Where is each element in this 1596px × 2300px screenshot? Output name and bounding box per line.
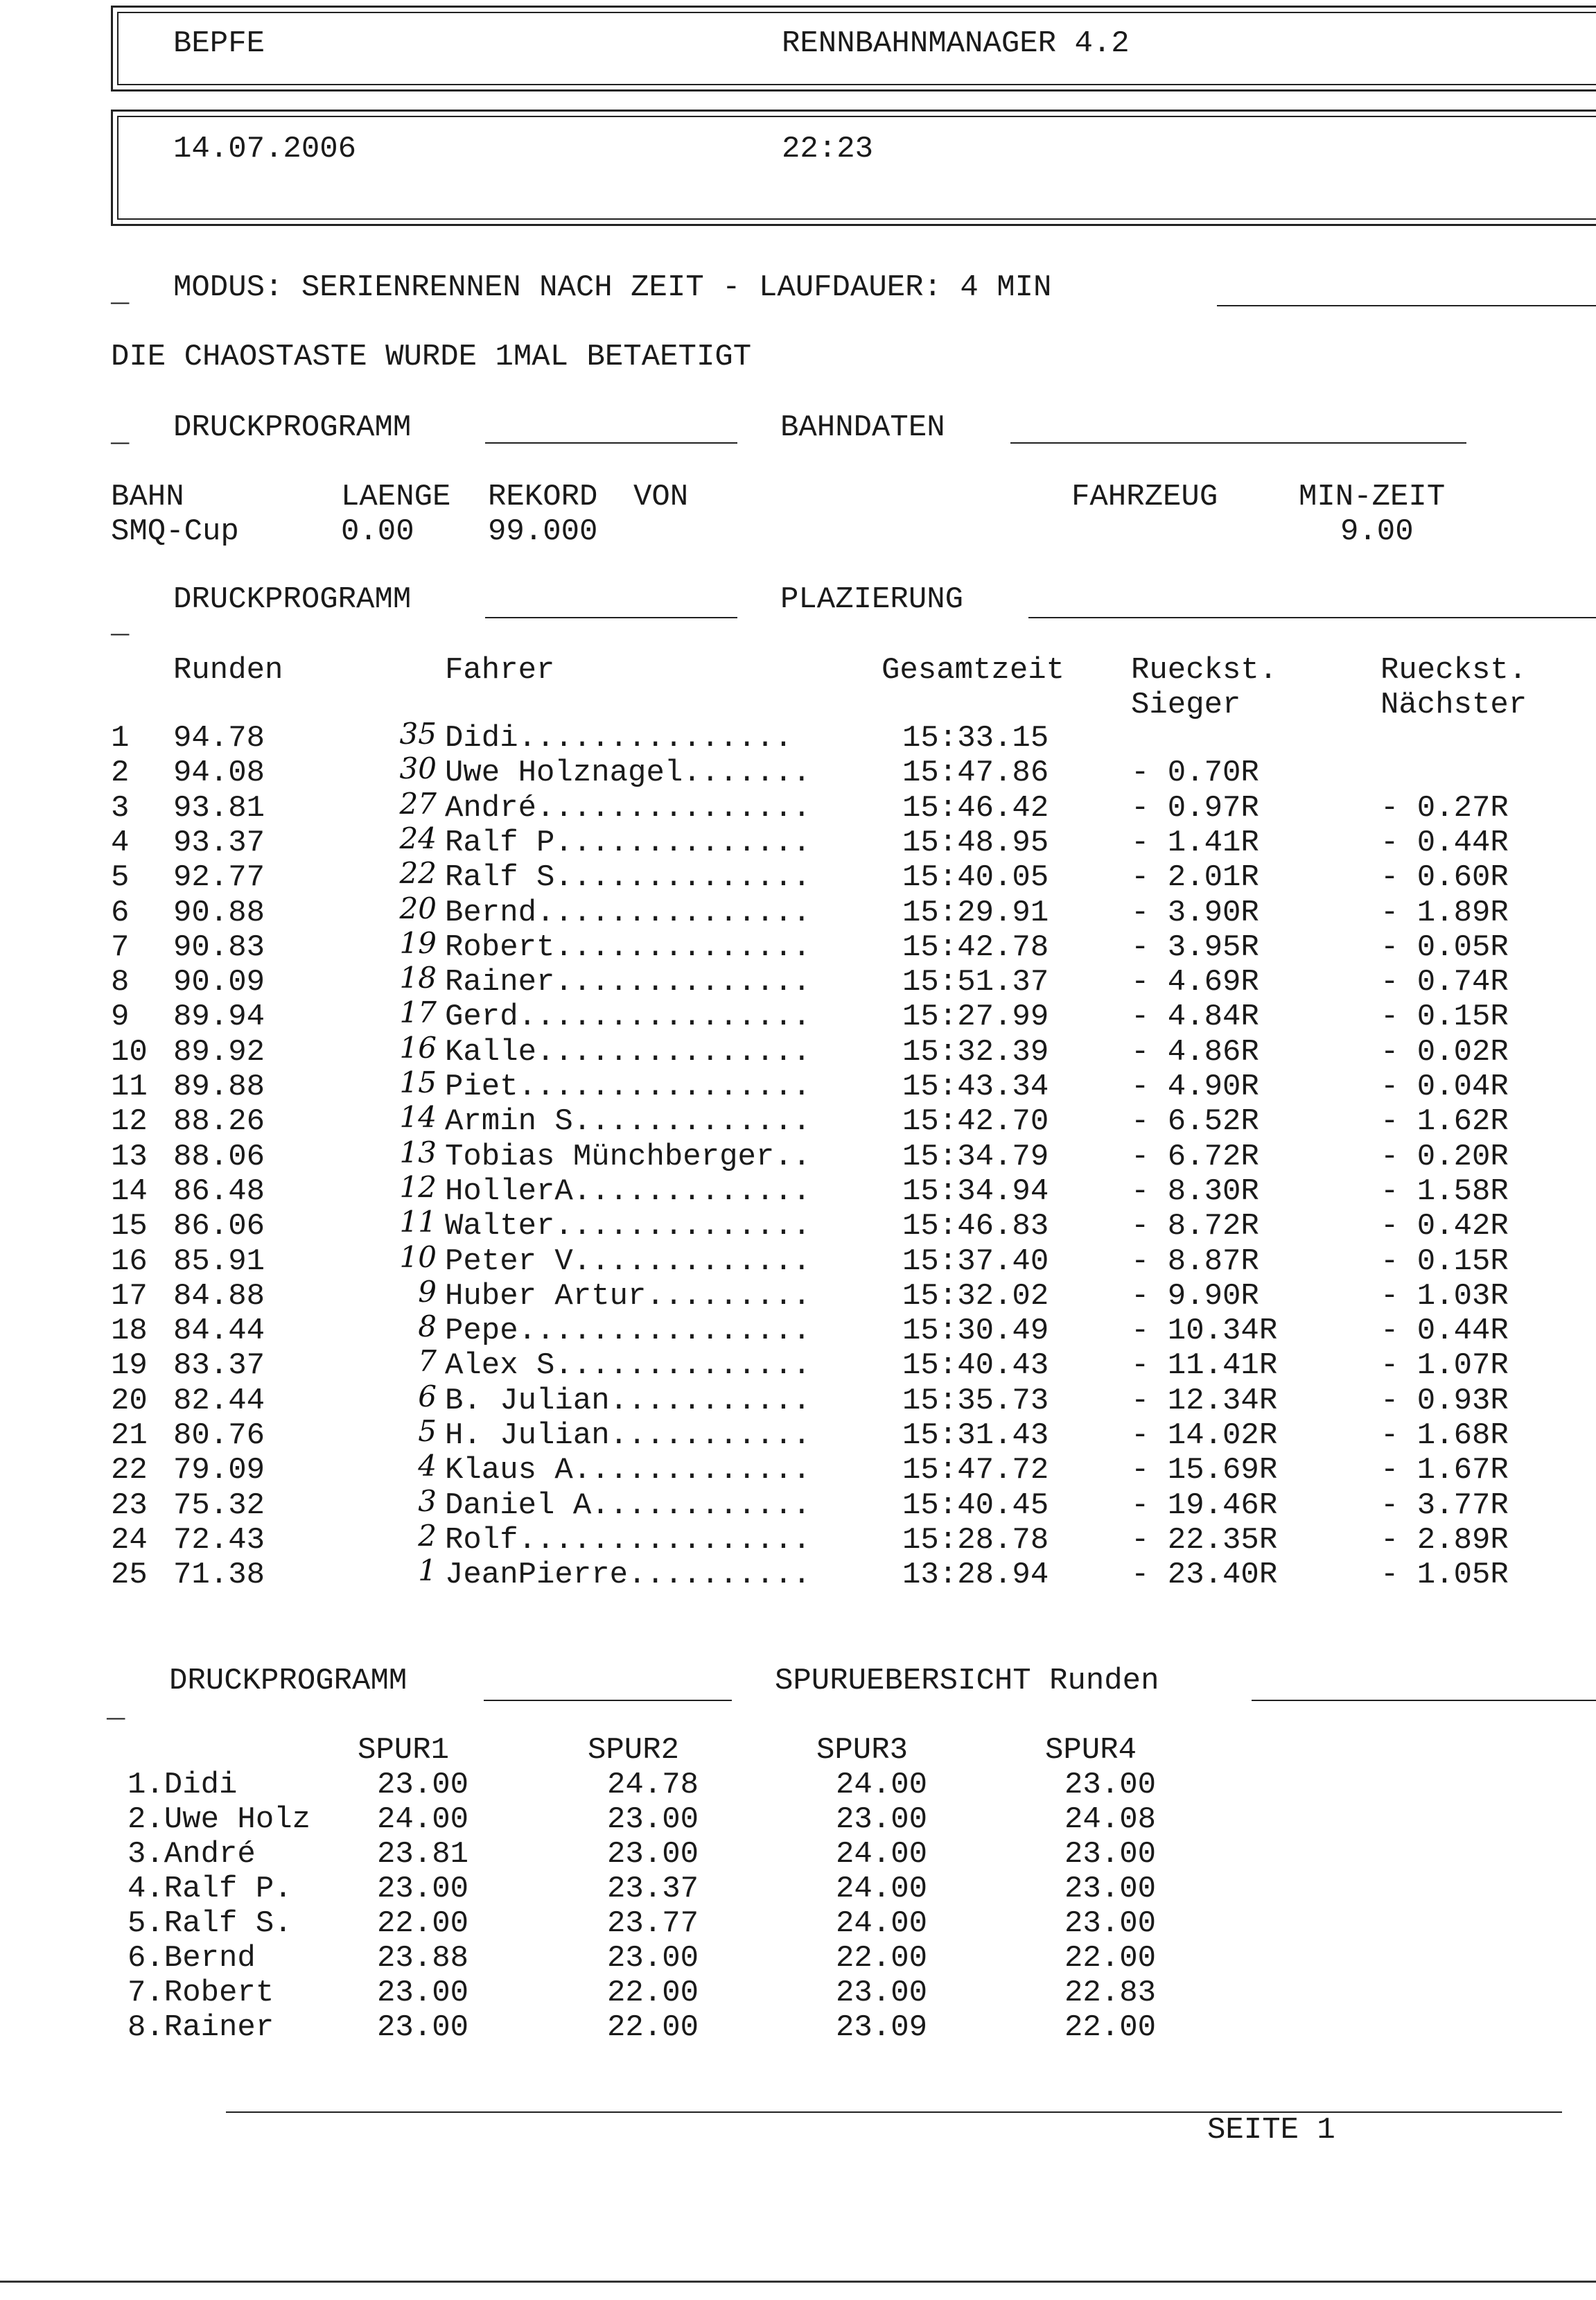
result-gesamtzeit: 15:42.70 xyxy=(902,1104,1049,1140)
handwritten-start-number: 2 xyxy=(418,1518,437,1553)
result-runden: 84.44 xyxy=(173,1314,265,1349)
handwritten-start-number: 4 xyxy=(418,1449,437,1483)
result-position: 10 xyxy=(111,1034,148,1070)
result-fahrer: Rainer.............. xyxy=(445,965,812,1000)
result-runden: 90.88 xyxy=(173,895,265,930)
result-fahrer: Peter V............. xyxy=(445,1244,812,1279)
bahndaten-rule-1 xyxy=(485,442,737,444)
spur-value: 24.00 xyxy=(836,1837,928,1872)
result-gesamtzeit: 15:31.43 xyxy=(902,1418,1049,1453)
result-fahrer: Uwe Holznagel....... xyxy=(445,756,812,791)
result-fahrer: H. Julian........... xyxy=(445,1418,812,1453)
result-gesamtzeit: 15:48.95 xyxy=(902,825,1049,860)
spur-value: 23.00 xyxy=(1064,1768,1157,1802)
result-rueckst-sieger: - 8.72R xyxy=(1131,1209,1259,1244)
spur-driver-name: 4.Ralf P. xyxy=(128,1872,292,1906)
col-header-rueckst-naechster-2: Nächster xyxy=(1380,688,1527,722)
result-gesamtzeit: 15:46.83 xyxy=(902,1209,1049,1244)
result-rueckst-naechster: - 0.44R xyxy=(1380,1314,1509,1349)
spur-value: 23.00 xyxy=(836,1976,928,2010)
result-rueckst-sieger: - 4.84R xyxy=(1131,1000,1259,1035)
bahn-header-fahrzeug: FAHRZEUG xyxy=(1071,480,1218,514)
result-position: 19 xyxy=(111,1348,148,1384)
spur-header-3: SPUR3 xyxy=(816,1733,909,1768)
result-rueckst-sieger: - 3.90R xyxy=(1131,895,1259,930)
result-position: 3 xyxy=(111,790,130,826)
handwritten-start-number: 5 xyxy=(418,1414,437,1448)
result-rueckst-naechster: - 1.03R xyxy=(1380,1278,1509,1314)
result-position: 8 xyxy=(111,965,130,1000)
result-rueckst-sieger: - 3.95R xyxy=(1131,930,1259,965)
result-runden: 86.06 xyxy=(173,1209,265,1244)
result-runden: 92.77 xyxy=(173,860,265,896)
handwritten-start-number: 18 xyxy=(399,961,437,995)
spur-value: 22.00 xyxy=(1064,2010,1157,2045)
result-rueckst-sieger: - 4.69R xyxy=(1131,965,1259,1000)
spur-value: 23.09 xyxy=(836,2010,928,2045)
result-gesamtzeit: 15:34.79 xyxy=(902,1139,1049,1174)
handwritten-start-number: 6 xyxy=(418,1379,437,1413)
result-position: 11 xyxy=(111,1070,148,1104)
bahndaten-rule-2 xyxy=(1010,442,1466,444)
bahn-header-laenge: LAENGE xyxy=(341,480,451,514)
footer-rule xyxy=(226,2111,1562,2113)
result-rueckst-naechster: - 1.89R xyxy=(1380,895,1509,930)
handwritten-start-number: 13 xyxy=(399,1135,437,1169)
plazierung-program: DRUCKPROGRAMM xyxy=(173,582,412,617)
result-rueckst-sieger: - 8.87R xyxy=(1131,1244,1259,1279)
print-time: 22:23 xyxy=(782,132,874,166)
result-gesamtzeit: 15:40.05 xyxy=(902,860,1049,896)
col-header-rueckst-sieger-2: Sieger xyxy=(1131,688,1241,722)
bahn-header-bahn: BAHN xyxy=(111,480,184,514)
handwritten-start-number: 15 xyxy=(399,1065,437,1099)
result-rueckst-naechster: - 0.60R xyxy=(1380,860,1509,896)
result-rueckst-naechster: - 0.15R xyxy=(1380,1000,1509,1035)
spur-header-2: SPUR2 xyxy=(588,1733,680,1768)
result-runden: 72.43 xyxy=(173,1522,265,1558)
handwritten-start-number: 19 xyxy=(399,925,437,960)
result-runden: 80.76 xyxy=(173,1418,265,1453)
result-gesamtzeit: 15:46.42 xyxy=(902,790,1049,826)
bahn-value-rekord: 99.000 xyxy=(488,514,598,549)
spur-value: 24.08 xyxy=(1064,1802,1157,1837)
result-gesamtzeit: 15:40.45 xyxy=(902,1488,1049,1523)
spur-value: 23.00 xyxy=(607,1802,699,1837)
result-position: 5 xyxy=(111,860,130,896)
handwritten-start-number: 35 xyxy=(399,717,437,751)
result-gesamtzeit: 15:34.94 xyxy=(902,1174,1049,1209)
result-position: 9 xyxy=(111,1000,130,1035)
result-position: 15 xyxy=(111,1209,148,1244)
result-fahrer: JeanPierre.......... xyxy=(445,1558,812,1593)
result-fahrer: Daniel A............ xyxy=(445,1488,812,1523)
handwritten-start-number: 17 xyxy=(399,995,437,1030)
col-header-runden: Runden xyxy=(173,653,283,688)
handwritten-start-number: 24 xyxy=(399,821,437,855)
result-rueckst-naechster: - 1.68R xyxy=(1380,1418,1509,1453)
result-rueckst-naechster: - 1.05R xyxy=(1380,1558,1509,1593)
result-runden: 82.44 xyxy=(173,1383,265,1418)
spur-dash: _ xyxy=(107,1691,125,1726)
result-gesamtzeit: 15:32.39 xyxy=(902,1034,1049,1070)
result-runden: 88.06 xyxy=(173,1139,265,1174)
bahn-value-laenge: 0.00 xyxy=(341,514,414,549)
result-fahrer: Alex S.............. xyxy=(445,1348,812,1384)
result-rueckst-naechster: - 1.67R xyxy=(1380,1453,1509,1488)
spur-value: 22.00 xyxy=(607,1976,699,2010)
result-rueckst-naechster: - 0.05R xyxy=(1380,930,1509,965)
result-rueckst-naechster: - 2.89R xyxy=(1380,1522,1509,1558)
plazierung-dash: _ xyxy=(111,607,130,642)
spur-value: 22.00 xyxy=(377,1906,469,1941)
result-fahrer: Huber Artur......... xyxy=(445,1278,812,1314)
result-runden: 83.37 xyxy=(173,1348,265,1384)
modus-dash: _ xyxy=(111,276,130,311)
club-name: BEPFE xyxy=(173,26,265,61)
spur-driver-name: 6.Bernd xyxy=(128,1941,256,1976)
result-position: 22 xyxy=(111,1453,148,1488)
result-rueckst-sieger: - 23.40R xyxy=(1131,1558,1278,1593)
spur-value: 23.00 xyxy=(607,1837,699,1872)
result-rueckst-sieger: - 12.34R xyxy=(1131,1383,1278,1418)
result-rueckst-naechster: - 0.93R xyxy=(1380,1383,1509,1418)
result-runden: 90.83 xyxy=(173,930,265,965)
result-gesamtzeit: 15:27.99 xyxy=(902,1000,1049,1035)
result-position: 14 xyxy=(111,1174,148,1209)
bahndaten-title: BAHNDATEN xyxy=(780,410,945,445)
bahndaten-program: DRUCKPROGRAMM xyxy=(173,410,412,445)
handwritten-start-number: 7 xyxy=(418,1344,437,1379)
handwritten-start-number: 12 xyxy=(399,1169,437,1204)
spur-value: 24.00 xyxy=(377,1802,469,1837)
result-rueckst-sieger: - 4.86R xyxy=(1131,1034,1259,1070)
handwritten-start-number: 14 xyxy=(399,1100,437,1135)
result-rueckst-naechster: - 0.15R xyxy=(1380,1244,1509,1279)
result-fahrer: Armin S............. xyxy=(445,1104,812,1140)
result-position: 24 xyxy=(111,1522,148,1558)
bahn-value-bahn: SMQ-Cup xyxy=(111,514,239,549)
result-gesamtzeit: 15:33.15 xyxy=(902,721,1049,756)
result-fahrer: André............... xyxy=(445,790,812,826)
result-position: 6 xyxy=(111,895,130,930)
handwritten-start-number: 20 xyxy=(399,891,437,925)
spur-value: 23.37 xyxy=(607,1872,699,1906)
result-gesamtzeit: 15:29.91 xyxy=(902,895,1049,930)
scan-edge-line xyxy=(0,2281,1596,2283)
result-rueckst-sieger: - 6.52R xyxy=(1131,1104,1259,1140)
result-rueckst-naechster: - 1.07R xyxy=(1380,1348,1509,1384)
spur-value: 23.77 xyxy=(607,1906,699,1941)
col-header-gesamtzeit: Gesamtzeit xyxy=(882,653,1065,688)
spur-value: 22.00 xyxy=(1064,1941,1157,1976)
result-rueckst-naechster: - 0.42R xyxy=(1380,1209,1509,1244)
spur-value: 24.78 xyxy=(607,1768,699,1802)
spur-value: 24.00 xyxy=(836,1768,928,1802)
spur-value: 23.00 xyxy=(607,1941,699,1976)
result-fahrer: Didi............... xyxy=(445,721,793,756)
modus-rule xyxy=(1217,305,1596,306)
spur-value: 23.00 xyxy=(377,1768,469,1802)
col-header-rueckst-sieger-1: Rueckst. xyxy=(1131,653,1278,688)
result-runden: 94.08 xyxy=(173,756,265,791)
result-gesamtzeit: 15:28.78 xyxy=(902,1522,1049,1558)
spur-value: 23.88 xyxy=(377,1941,469,1976)
result-runden: 75.32 xyxy=(173,1488,265,1523)
result-position: 25 xyxy=(111,1558,148,1593)
result-runden: 79.09 xyxy=(173,1453,265,1488)
result-position: 21 xyxy=(111,1418,148,1453)
handwritten-start-number: 10 xyxy=(399,1239,437,1274)
spur-driver-name: 7.Robert xyxy=(128,1976,274,2010)
result-fahrer: Piet................ xyxy=(445,1070,812,1104)
result-gesamtzeit: 15:40.43 xyxy=(902,1348,1049,1384)
result-rueckst-naechster: - 0.44R xyxy=(1380,825,1509,860)
result-rueckst-sieger: - 9.90R xyxy=(1131,1278,1259,1314)
page-number: SEITE 1 xyxy=(1207,2113,1335,2147)
result-fahrer: Walter.............. xyxy=(445,1209,812,1244)
result-rueckst-sieger: - 2.01R xyxy=(1131,860,1259,896)
bahn-header-minzeit: MIN-ZEIT xyxy=(1299,480,1446,514)
col-header-fahrer: Fahrer xyxy=(445,653,555,688)
plazierung-title: PLAZIERUNG xyxy=(780,582,964,617)
result-rueckst-naechster: - 0.20R xyxy=(1380,1139,1509,1174)
result-runden: 89.88 xyxy=(173,1070,265,1104)
spur-value: 23.81 xyxy=(377,1837,469,1872)
result-position: 17 xyxy=(111,1278,148,1314)
result-rueckst-sieger: - 11.41R xyxy=(1131,1348,1278,1384)
handwritten-start-number: 1 xyxy=(418,1553,437,1588)
spur-driver-name: 1.Didi xyxy=(128,1768,238,1802)
spur-value: 23.00 xyxy=(377,2010,469,2045)
result-position: 18 xyxy=(111,1314,148,1349)
result-gesamtzeit: 15:47.72 xyxy=(902,1453,1049,1488)
spur-value: 23.00 xyxy=(377,1976,469,2010)
result-gesamtzeit: 13:28.94 xyxy=(902,1558,1049,1593)
result-gesamtzeit: 15:47.86 xyxy=(902,756,1049,791)
result-position: 2 xyxy=(111,756,130,791)
spur-driver-name: 5.Ralf S. xyxy=(128,1906,292,1941)
result-runden: 89.94 xyxy=(173,1000,265,1035)
result-rueckst-naechster: - 3.77R xyxy=(1380,1488,1509,1523)
spur-value: 23.00 xyxy=(1064,1837,1157,1872)
result-runden: 89.92 xyxy=(173,1034,265,1070)
plazierung-rule-1 xyxy=(485,617,737,618)
result-rueckst-sieger: - 4.90R xyxy=(1131,1070,1259,1104)
result-runden: 93.37 xyxy=(173,825,265,860)
spur-rule-2 xyxy=(1252,1700,1596,1701)
result-runden: 71.38 xyxy=(173,1558,265,1593)
col-header-rueckst-naechster-1: Rueckst. xyxy=(1380,653,1527,688)
spur-value: 23.00 xyxy=(1064,1872,1157,1906)
result-position: 16 xyxy=(111,1244,148,1279)
result-fahrer: Gerd................ xyxy=(445,1000,812,1035)
header-box-datetime xyxy=(111,110,1596,226)
result-rueckst-naechster: - 0.04R xyxy=(1380,1070,1509,1104)
result-fahrer: Tobias Münchberger.. xyxy=(445,1139,812,1174)
spur-header-1: SPUR1 xyxy=(358,1733,450,1768)
result-gesamtzeit: 15:51.37 xyxy=(902,965,1049,1000)
result-runden: 85.91 xyxy=(173,1244,265,1279)
print-date: 14.07.2006 xyxy=(173,132,357,166)
result-gesamtzeit: 15:30.49 xyxy=(902,1314,1049,1349)
bahn-value-minzeit: 9.00 xyxy=(1340,514,1414,549)
spur-driver-name: 8.Rainer xyxy=(128,2010,274,2045)
result-fahrer: Bernd............... xyxy=(445,895,812,930)
handwritten-start-number: 3 xyxy=(418,1483,437,1518)
result-position: 4 xyxy=(111,825,130,860)
result-rueckst-naechster: - 1.58R xyxy=(1380,1174,1509,1209)
result-rueckst-sieger: - 15.69R xyxy=(1131,1453,1278,1488)
spur-driver-name: 2.Uwe Holz xyxy=(128,1802,311,1837)
modus-text: MODUS: SERIENRENNEN NACH ZEIT - LAUFDAUER: 4 MIN xyxy=(173,270,1052,305)
result-rueckst-sieger: - 14.02R xyxy=(1131,1418,1278,1453)
result-rueckst-sieger: - 0.70R xyxy=(1131,756,1259,791)
spur-rule-1 xyxy=(484,1700,732,1701)
result-rueckst-naechster: - 0.02R xyxy=(1380,1034,1509,1070)
result-gesamtzeit: 15:42.78 xyxy=(902,930,1049,965)
handwritten-start-number: 8 xyxy=(418,1309,437,1344)
result-position: 1 xyxy=(111,721,130,756)
result-rueckst-sieger: - 0.97R xyxy=(1131,790,1259,826)
chaos-note: DIE CHAOSTASTE WURDE 1MAL BETAETIGT xyxy=(111,340,752,374)
result-rueckst-sieger: - 1.41R xyxy=(1131,825,1259,860)
handwritten-start-number: 27 xyxy=(399,786,437,821)
bahndaten-dash: _ xyxy=(111,416,130,451)
spur-value: 22.00 xyxy=(607,2010,699,2045)
result-position: 12 xyxy=(111,1104,148,1140)
bahn-header-rekord: REKORD xyxy=(488,480,598,514)
spur-header-4: SPUR4 xyxy=(1045,1733,1137,1768)
result-fahrer: HollerA............. xyxy=(445,1174,812,1209)
result-position: 13 xyxy=(111,1139,148,1174)
result-gesamtzeit: 15:37.40 xyxy=(902,1244,1049,1279)
result-runden: 93.81 xyxy=(173,790,265,826)
plazierung-rule-2 xyxy=(1028,617,1596,618)
handwritten-start-number: 16 xyxy=(399,1030,437,1065)
result-gesamtzeit: 15:35.73 xyxy=(902,1383,1049,1418)
spur-value: 23.00 xyxy=(377,1872,469,1906)
result-runden: 94.78 xyxy=(173,721,265,756)
spur-title: SPURUEBERSICHT Runden xyxy=(775,1664,1159,1698)
result-position: 20 xyxy=(111,1383,148,1418)
spur-value: 23.00 xyxy=(1064,1906,1157,1941)
spur-value: 24.00 xyxy=(836,1872,928,1906)
app-title: RENNBAHNMANAGER 4.2 xyxy=(782,26,1130,61)
spur-program: DRUCKPROGRAMM xyxy=(169,1664,407,1698)
result-rueckst-sieger: - 6.72R xyxy=(1131,1139,1259,1174)
result-fahrer: Kalle............... xyxy=(445,1034,812,1070)
result-rueckst-sieger: - 19.46R xyxy=(1131,1488,1278,1523)
result-runden: 86.48 xyxy=(173,1174,265,1209)
result-rueckst-naechster: - 0.27R xyxy=(1380,790,1509,826)
result-fahrer: Ralf S.............. xyxy=(445,860,812,896)
result-rueckst-sieger: - 10.34R xyxy=(1131,1314,1278,1349)
spur-value: 22.00 xyxy=(836,1941,928,1976)
bahn-header-von: VON xyxy=(633,480,689,514)
result-rueckst-naechster: - 0.74R xyxy=(1380,965,1509,1000)
result-fahrer: Ralf P.............. xyxy=(445,825,812,860)
spur-driver-name: 3.André xyxy=(128,1837,256,1872)
result-runden: 88.26 xyxy=(173,1104,265,1140)
result-fahrer: Klaus A............. xyxy=(445,1453,812,1488)
spur-value: 24.00 xyxy=(836,1906,928,1941)
handwritten-start-number: 22 xyxy=(399,856,437,891)
spur-value: 23.00 xyxy=(836,1802,928,1837)
result-position: 23 xyxy=(111,1488,148,1523)
handwritten-start-number: 9 xyxy=(418,1274,437,1309)
result-rueckst-sieger: - 8.30R xyxy=(1131,1174,1259,1209)
result-runden: 90.09 xyxy=(173,965,265,1000)
result-position: 7 xyxy=(111,930,130,965)
result-runden: 84.88 xyxy=(173,1278,265,1314)
result-gesamtzeit: 15:43.34 xyxy=(902,1070,1049,1104)
result-fahrer: Robert.............. xyxy=(445,930,812,965)
result-fahrer: B. Julian........... xyxy=(445,1383,812,1418)
result-fahrer: Pepe................ xyxy=(445,1314,812,1349)
result-fahrer: Rolf................ xyxy=(445,1522,812,1558)
result-rueckst-naechster: - 1.62R xyxy=(1380,1104,1509,1140)
spur-value: 22.83 xyxy=(1064,1976,1157,2010)
handwritten-start-number: 11 xyxy=(399,1205,437,1239)
result-gesamtzeit: 15:32.02 xyxy=(902,1278,1049,1314)
handwritten-start-number: 30 xyxy=(399,751,437,786)
result-rueckst-sieger: - 22.35R xyxy=(1131,1522,1278,1558)
